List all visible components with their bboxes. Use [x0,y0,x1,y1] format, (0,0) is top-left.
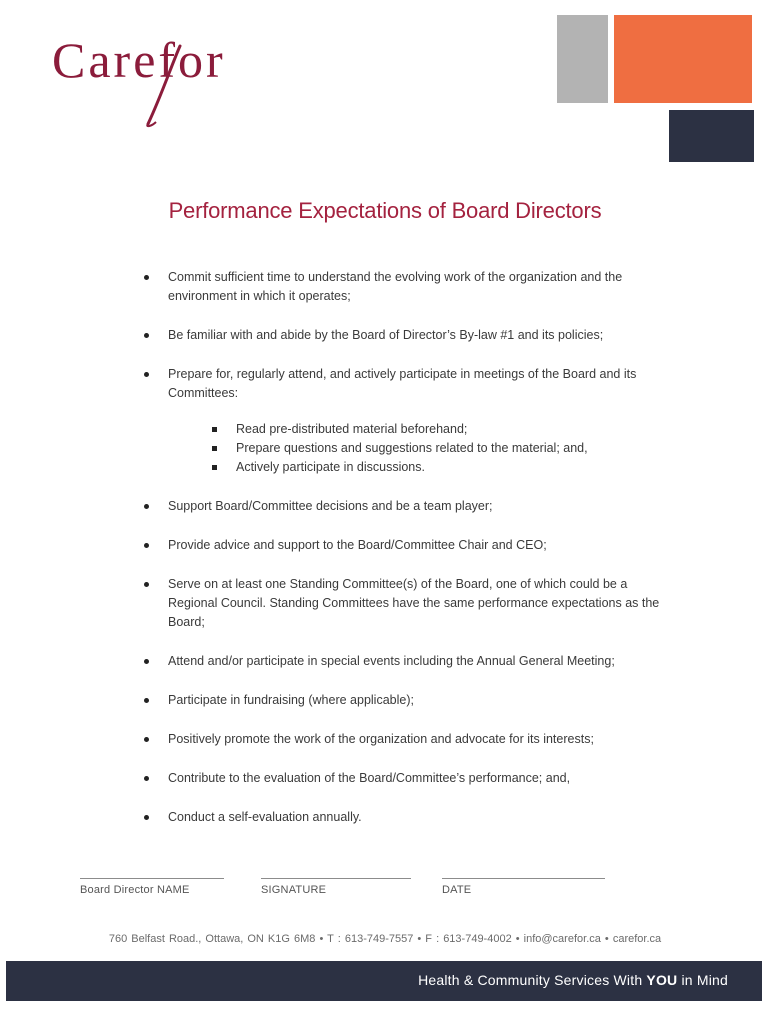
sub-list-item [210,458,662,477]
list-item [142,652,662,671]
list-item-text: Positively promote the work of the organization and advocate for its interests; [168,732,594,746]
list-item-text: Conduct a self-evaluation annually. [168,810,362,824]
list-item-text: Provide advice and support to the Board/Committee Chair and CEO; [168,538,547,552]
list-item-text: Support Board/Committee decisions and be a team player; [168,499,493,513]
decor-navy-square [669,110,754,162]
list-item [142,730,662,749]
list-item [142,536,662,555]
list-item [142,808,662,827]
list-item-text: Serve on at least one Standing Committee(s) of the Board, one of which could be a Regional Council. Standing Committees have the same performance expectations as the Board; [168,577,660,629]
tagline-text-end: in Mind [677,972,728,988]
decor-orange-square [614,15,752,103]
name-label: Board Director NAME [80,884,190,896]
list-item [142,769,662,788]
list-item-text: Participate in fundraising (where applicable); [168,693,414,707]
list-item-text: Contribute to the evaluation of the Board/Committee’s performance; and, [168,771,571,785]
date-label: DATE [442,884,472,896]
list-item-text: Attend and/or participate in special events including the Annual General Meeting; [168,654,615,668]
tagline-emphasis: YOU [646,972,678,988]
sub-list-item-text: Prepare questions and suggestions related to the material; and, [236,441,588,455]
sub-list-item-text: Read pre-distributed material beforehand; [236,422,468,436]
sub-list-item-text: Actively participate in discussions. [236,460,425,474]
carefor-logo [52,24,262,134]
logo-text: Carefor [52,32,226,88]
signature-line[interactable] [261,878,411,879]
list-item-text: Be familiar with and abide by the Board of Director’s By-law #1 and its policies; [168,328,604,342]
sub-list [168,420,662,477]
date-line[interactable] [442,878,605,879]
list-item [142,268,662,306]
signature-label: SIGNATURE [261,884,327,896]
page-title: Performance Expectations of Board Directors [168,198,602,223]
list-item [142,365,662,477]
list-item [142,575,662,632]
sub-list-item [210,420,662,439]
tagline-text: Health & Community Services With [418,972,647,988]
expectations-list [142,268,662,827]
list-item-text: Commit sufficient time to understand the evolving work of the organization and the environment in which it operates; [168,270,623,303]
list-item-text: Prepare for, regularly attend, and actively participate in meetings of the Board and its Committees: [168,367,637,400]
footer-address: 760 Belfast Road., Ottawa, ON K1G 6M8 • T : 613-749-7557 • F : 613-749-4002 • info@carefor.ca • carefor.ca [108,933,662,945]
sub-list-item [210,439,662,458]
list-item [142,497,662,516]
list-item [142,691,662,710]
decor-gray-square [557,15,608,103]
footer-tagline [418,972,728,988]
name-signature-line[interactable] [80,878,224,879]
list-item [142,326,662,345]
footer-bar [6,961,762,1001]
